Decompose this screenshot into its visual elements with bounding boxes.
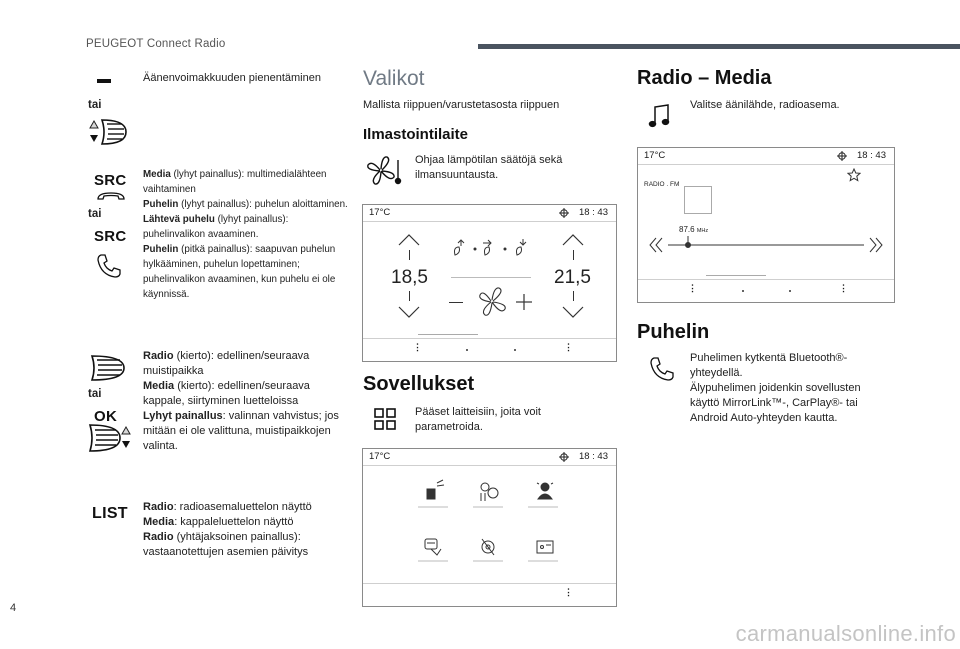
scroll-wheel-icon (88, 353, 128, 383)
description-keyword: Puhelin (143, 199, 179, 210)
description-text: : valinnan vahvistus; jos mitään ei ole valittuna, muistipaikkojen valinta. (143, 410, 339, 452)
temp-down-icon[interactable] (561, 305, 585, 319)
radio-screen (637, 147, 895, 303)
valikot-intro: Mallista riippuen/varustetasosta riippuen (363, 99, 560, 111)
tai-label: tai (88, 388, 102, 400)
description-keyword: Media (143, 516, 175, 528)
clock: 18 : 43 (578, 207, 608, 218)
src-description (143, 167, 348, 302)
description-line (143, 379, 343, 409)
description-text: : radioasemaluettelon näyttö (173, 501, 312, 513)
status-bar (363, 205, 616, 222)
description-text: (lyhyt painallus): puhelun aloittaminen. (178, 199, 348, 210)
page-dot (742, 290, 744, 292)
phone-hangup-icon (96, 190, 126, 202)
src-label: SRC (94, 228, 127, 245)
radio-band-label: RADIO . FM (644, 181, 680, 188)
music-note-icon (648, 103, 672, 129)
description-line (143, 530, 348, 560)
description-line (143, 349, 343, 379)
menu-dots[interactable]: ⋮ (413, 342, 422, 352)
description-text: (yhtäjaksoinen painallus): vastaanotettujen asemien päivitys (143, 531, 309, 558)
scroll-wheel-icon (86, 422, 134, 454)
list-label: LIST (92, 505, 128, 522)
outside-temp: 17°C (369, 451, 391, 462)
description-text: : kappaleluettelon näyttö (174, 516, 294, 528)
temp-up-icon[interactable] (397, 233, 421, 247)
temp-line (409, 250, 410, 260)
description-line (143, 197, 348, 212)
description-keyword: Lyhyt painallus (143, 410, 223, 422)
valikot-title: Valikot (363, 67, 425, 90)
page-dot (789, 290, 791, 292)
description-keyword: Radio (143, 350, 174, 362)
ilmasto-title: Ilmastointilaite (363, 126, 469, 143)
puhelin-title: Puhelin (637, 321, 710, 343)
frequency-value: 87.6 (679, 225, 695, 234)
status-bar (638, 148, 894, 165)
menu-dots[interactable]: ⋮ (564, 342, 573, 352)
description-text: (lyhyt painallus): multimedialähteen vaihtaminen (143, 169, 327, 195)
scroll-wheel-icon (86, 117, 130, 147)
app-icon-grid[interactable] (413, 477, 563, 577)
volume-down-icon (97, 79, 111, 83)
temp-line (573, 291, 574, 301)
menu-dots[interactable]: ⋮ (688, 283, 697, 293)
src-label: SRC (94, 172, 127, 189)
phone-icon (95, 252, 123, 280)
air-direction-icons[interactable] (449, 237, 535, 261)
fan-icon (477, 287, 507, 317)
temp-line (409, 291, 410, 301)
tuner-slider[interactable] (648, 234, 884, 260)
bottom-bar (363, 338, 616, 361)
ok-label: OK (94, 408, 118, 425)
fan-minus-icon[interactable] (449, 302, 463, 303)
description-line (143, 212, 348, 242)
radio-description (143, 349, 343, 454)
description-text: (lyhyt painallus): puhelinvalikon avaaminen. (143, 214, 289, 240)
station-artwork (684, 186, 712, 214)
frequency (679, 225, 708, 234)
slider-bar (418, 334, 478, 335)
description-keyword: Radio (143, 501, 174, 513)
star-icon[interactable] (847, 168, 861, 182)
page-header: PEUGEOT Connect Radio (86, 38, 226, 50)
description-line (143, 242, 348, 302)
frequency-unit: MHz (696, 228, 709, 234)
sovellukset-title: Sovellukset (363, 373, 475, 395)
left-temp: 18,5 (391, 267, 428, 288)
description-line (143, 167, 348, 197)
temp-down-icon[interactable] (397, 305, 421, 319)
description-keyword: Lähtevä puhelu (143, 214, 215, 225)
description-line (143, 409, 343, 454)
header-bar (478, 44, 960, 49)
description-text: (kierto): edellinen/seuraava muistipaikka (143, 350, 310, 377)
tai-label: tai (88, 208, 102, 220)
bottom-bar (363, 583, 616, 606)
clock: 18 : 43 (856, 150, 886, 161)
divider (451, 277, 531, 278)
list-description (143, 500, 348, 560)
phone-icon (648, 355, 676, 383)
tai-label: tai (88, 99, 102, 111)
outside-temp: 17°C (369, 207, 391, 218)
radio-media-description: Valitse äänilähde, radioasema. (690, 99, 840, 111)
page-number: 4 (10, 602, 17, 614)
apps-grid-icon (374, 408, 396, 430)
description-line (143, 500, 348, 515)
watermark: carmanualsonline.info (735, 621, 956, 646)
outside-temp: 17°C (644, 150, 666, 161)
description-keyword: Media (143, 380, 175, 392)
bottom-bar (638, 279, 894, 302)
gps-icon (559, 208, 569, 218)
clock: 18 : 43 (578, 451, 608, 462)
description-line (143, 515, 348, 530)
page-dot (466, 349, 468, 351)
slider-bar (706, 275, 766, 276)
temp-line (573, 250, 574, 260)
description-keyword: Media (143, 169, 171, 180)
status-bar (363, 449, 616, 466)
right-temp: 21,5 (554, 267, 591, 288)
temp-up-icon[interactable] (561, 233, 585, 247)
puhelin-description: Puhelimen kytkentä Bluetooth®-yhteydellä. Älypuhelimen joidenkin sovellusten käyttö MirrorLink™-, CarPlay®- tai Android Auto-yhteyden kautta. (690, 352, 861, 424)
gps-icon (559, 452, 569, 462)
apps-screen (362, 448, 617, 607)
radio-media-title: Radio – Media (637, 67, 772, 89)
description-text: (pitkä painallus): saapuvan puhelun hylkääminen, puhelun lopettaminen; puhelinvalikon avaaminen, kun puhelu ei ole käynnissä. (143, 244, 336, 300)
description-keyword: Puhelin (143, 244, 179, 255)
ilmasto-description: Ohjaa lämpötilan säätöjä sekä ilmansuuntausta. (415, 154, 563, 181)
menu-dots[interactable]: ⋮ (839, 283, 848, 293)
description-text: (kierto): edellinen/seuraava kappale, siirtyminen luetteloissa (143, 380, 310, 407)
description-keyword: Radio (143, 531, 174, 543)
page-dot (514, 349, 516, 351)
fan-icon (366, 156, 402, 186)
fan-plus-icon[interactable] (516, 294, 532, 310)
gps-icon (837, 151, 847, 161)
sovellukset-description: Pääset laitteisiin, joita voit parametroida. (415, 406, 541, 433)
menu-dots[interactable]: ⋮ (564, 587, 573, 597)
volume-down-description: Äänenvoimakkuuden pienentäminen (143, 72, 321, 84)
climate-screen (362, 204, 617, 362)
